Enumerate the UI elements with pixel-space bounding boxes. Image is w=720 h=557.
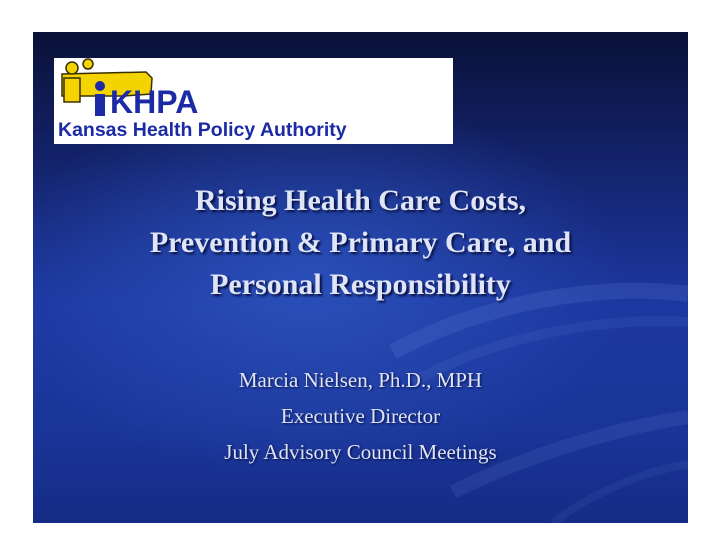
logo-organization-name: Kansas Health Policy Authority (58, 119, 347, 141)
khpa-logo (54, 58, 453, 144)
slide-title (33, 180, 688, 306)
presenter-info (33, 362, 688, 470)
event-name: July Advisory Council Meetings (224, 440, 497, 464)
title-line-3: Personal Responsibility (210, 268, 511, 301)
presenter-name: Marcia Nielsen, Ph.D., MPH (238, 368, 483, 392)
presenter-role: Executive Director (280, 404, 441, 428)
title-line-2: Prevention & Primary Care, and (149, 226, 572, 259)
logo-abbreviation: KHPA (110, 84, 199, 120)
slide (33, 32, 688, 523)
title-line-1: Rising Health Care Costs, (194, 184, 527, 217)
